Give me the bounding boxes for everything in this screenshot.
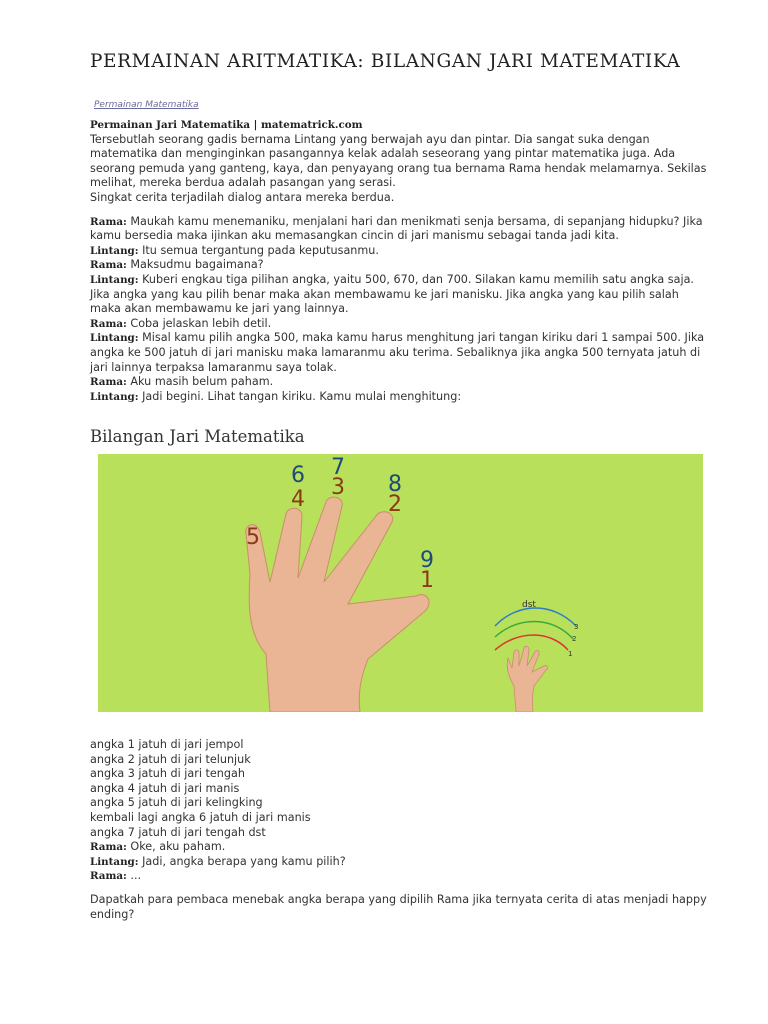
dialog-line xyxy=(90,317,710,332)
dialog-text: Itu semua tergantung pada keputusanmu. xyxy=(138,243,379,257)
dialog-text: Oke, aku paham. xyxy=(126,840,226,854)
speaker-label: Lintang: xyxy=(90,273,139,286)
dialog-line xyxy=(90,244,710,259)
list-item: angka 5 jatuh di jari kelingking xyxy=(90,796,263,810)
dialog-line xyxy=(90,390,710,405)
dialog-text: Kuberi engkau tiga pilihan angka, yaitu 500, 670, dan 700. Silakan kamu memilih satu angka saja. Jika angka yang kau pilih benar maka akan membawamu ke jari manisku. Jika angka yang kau pilih salah maka akan membawamu ke jari yang lainnya. xyxy=(90,272,694,316)
dialog-text: Jadi, angka berapa yang kamu pilih? xyxy=(138,854,346,868)
speaker-label: Rama: xyxy=(90,215,127,228)
list-item: angka 2 jatuh di jari telunjuk xyxy=(90,752,251,766)
finger-number: 7 xyxy=(331,455,345,480)
dialog-text: Coba jelaskan lebih detil. xyxy=(126,316,272,330)
closing-question: Dapatkah para pembaca menebak angka berapa yang dipilih Rama jika ternyata cerita di atas menjadi happy ending? xyxy=(90,892,707,921)
finger-number: 9 xyxy=(420,548,434,573)
speaker-label: Rama: xyxy=(90,376,127,389)
dialog-text: Maukah kamu menemaniku, menjalani hari dan menikmati senja bersama, di sepanjang hidupku? Jika kamu bersedia maka ijinkan aku memasangkan cincin di jari manismu sebagai tanda jadi kita. xyxy=(90,214,703,243)
speaker-label: Lintang: xyxy=(90,244,139,257)
section-title: Bilangan Jari Matematika xyxy=(90,427,305,446)
intro-paragraph: Tersebutlah seorang gadis bernama Lintang yang berwajah ayu dan pintar. Dia sangat suka dengan matematika dan menginginkan pasangannya kelak adalah seseorang yang pintar matematika juga. Ada seorang pemuda yang ganteng, kaya, dan penyayang orang tua bernama Rama hendak melamarnya. Sekilas melihat, mereka berdua adalah pasangan yang serasi. xyxy=(90,132,707,190)
finger-counting-figure xyxy=(98,454,703,712)
finger-number: 6 xyxy=(291,463,305,488)
speaker-label: Rama: xyxy=(90,870,127,883)
dialog-line xyxy=(90,273,710,317)
dialog-text: Misal kamu pilih angka 500, maka kamu harus menghitung jari tangan kiriku dari 1 sampai 500. Jika angka ke 500 jatuh di jari manisku maka lamaranmu aku terima. Sebaliknya jika angka 500 ternyata jatuh di jari lainnya terpaksa lamaranmu saya tolak. xyxy=(90,331,705,374)
inset-label: dst xyxy=(522,600,536,610)
article-body xyxy=(90,118,710,404)
dialog-line xyxy=(90,331,710,375)
hand-illustration xyxy=(98,454,703,712)
dialog-line xyxy=(90,215,710,244)
dialog-line xyxy=(90,375,710,390)
article-title: PERMAINAN ARITMATIKA: BILANGAN JARI MATEMATIKA xyxy=(90,51,681,72)
dialog-line xyxy=(90,258,710,273)
dialog-text: Jadi begini. Lihat tangan kiriku. Kamu mulai menghitung: xyxy=(138,389,462,403)
arrow-label: 3 xyxy=(574,623,579,631)
source-line: Permainan Jari Matematika | matematrick.com xyxy=(90,119,363,131)
dialog-text: Maksudmu bagaimana? xyxy=(126,258,264,272)
speaker-label: Lintang: xyxy=(90,390,139,403)
dialog-line xyxy=(90,869,710,884)
speaker-label: Rama: xyxy=(90,259,127,272)
speaker-label: Lintang: xyxy=(90,332,139,345)
speaker-label: Rama: xyxy=(90,841,127,854)
arrow-label: 1 xyxy=(568,650,573,658)
list-item: angka 7 jatuh di jari tengah dst xyxy=(90,825,266,839)
finger-number: 1 xyxy=(420,568,434,593)
category-link[interactable]: Permainan Matematika xyxy=(94,100,199,110)
intro-paragraph: Singkat cerita terjadilah dialog antara mereka berdua. xyxy=(90,190,395,204)
speaker-label: Rama: xyxy=(90,317,127,330)
finger-number: 3 xyxy=(331,475,345,500)
list-item: angka 1 jatuh di jari jempol xyxy=(90,738,244,751)
list-item: angka 3 jatuh di jari tengah xyxy=(90,767,245,781)
finger-number: 5 xyxy=(246,525,260,550)
dialog-line xyxy=(90,855,710,870)
finger-number: 4 xyxy=(291,487,305,512)
list-item: kembali lagi angka 6 jatuh di jari manis xyxy=(90,810,311,824)
dialog-text: ... xyxy=(126,869,142,883)
finger-number: 2 xyxy=(388,492,402,517)
speaker-label: Lintang: xyxy=(90,855,139,868)
arrow-label: 2 xyxy=(572,635,577,643)
dialog-text: Aku masih belum paham. xyxy=(126,375,274,389)
list-item: angka 4 jatuh di jari manis xyxy=(90,781,240,795)
dialog-line xyxy=(90,840,710,855)
finger-number: 8 xyxy=(388,472,402,497)
article-body-continued xyxy=(90,738,710,922)
